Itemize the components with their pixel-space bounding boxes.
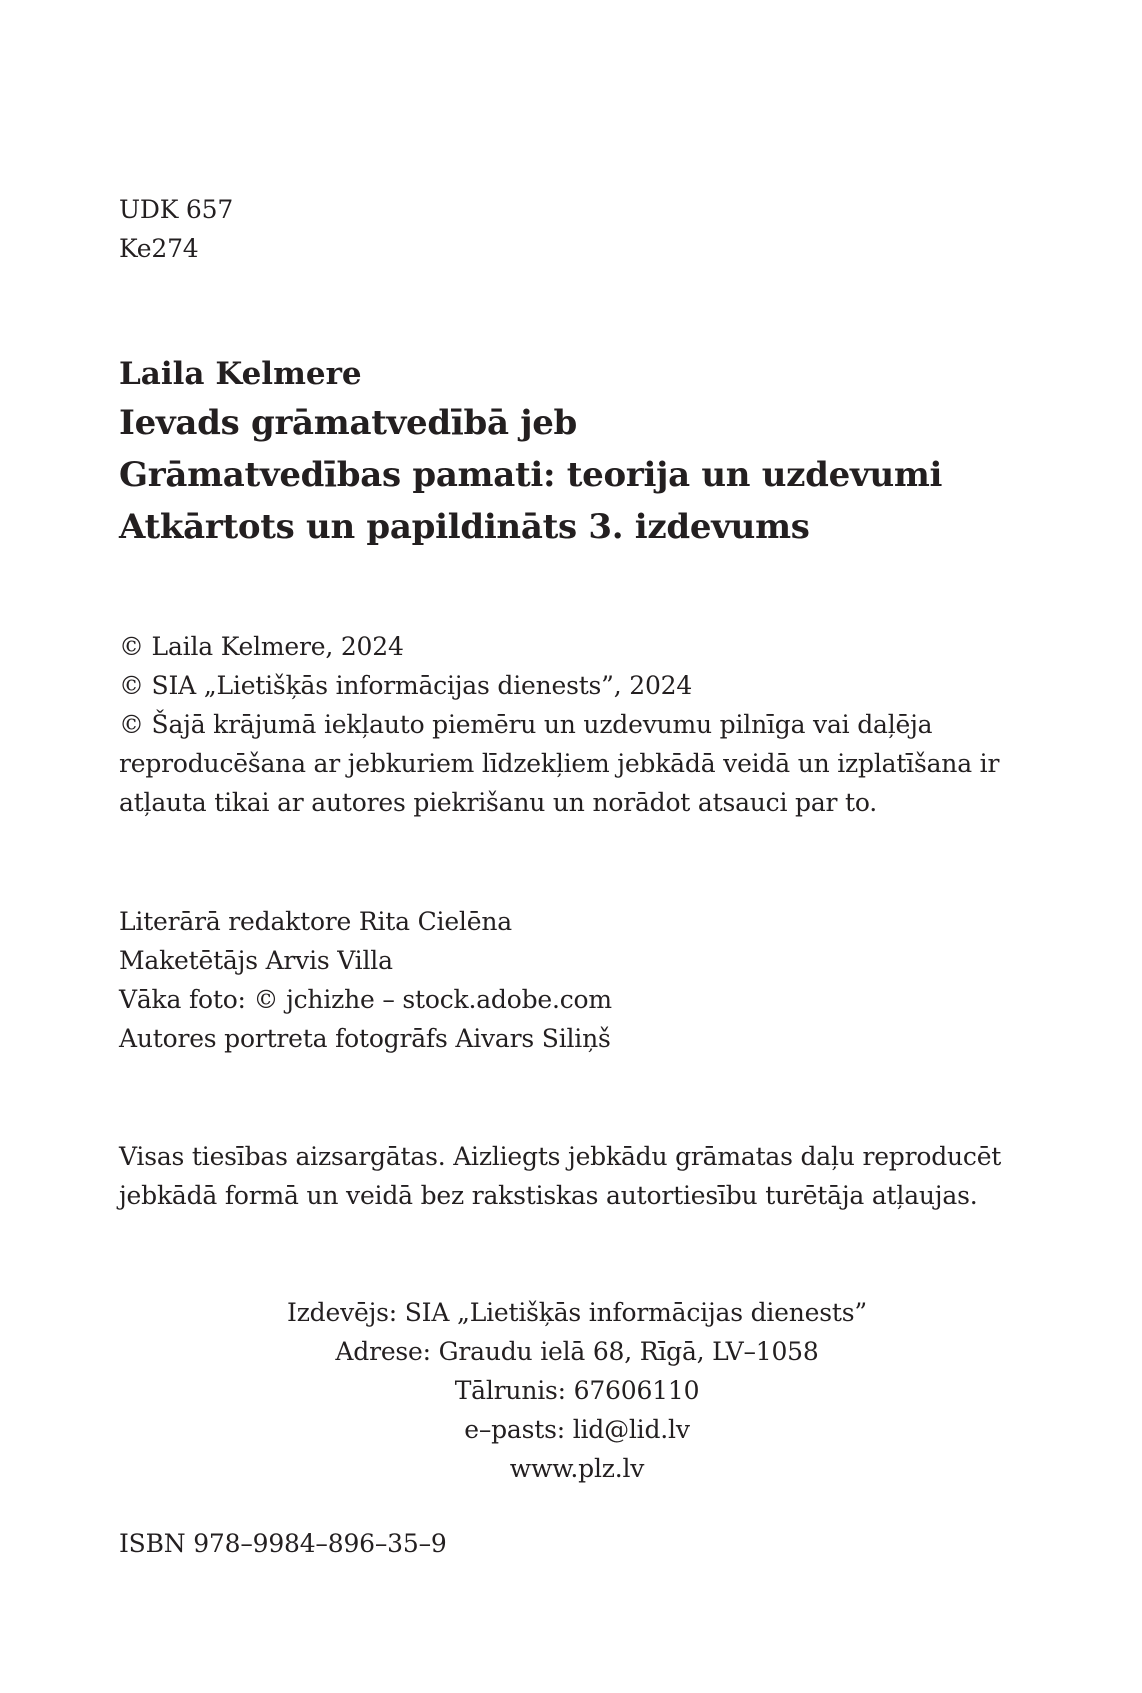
publisher-address: Adrese: Graudu ielā 68, Rīgā, LV–1058 (335, 1337, 819, 1366)
copyright-line: atļauta tikai ar autores piekrišanu un norādot atsauci par to. (119, 788, 878, 817)
publisher-name: Izdevējs: SIA „Lietišķās informācijas dienests” (287, 1298, 867, 1327)
copyright-line: © Šajā krājumā iekļauto piemēru un uzdevumu pilnīga vai daļēja (119, 710, 933, 739)
classification-block (119, 190, 1039, 268)
rights-notice (119, 1137, 1039, 1215)
publisher-phone: Tālrunis: 67606110 (454, 1376, 700, 1405)
copyright-line: © SIA „Lietišķās informācijas dienests”, 2024 (119, 671, 693, 700)
rights-line: Visas tiesības aizsargātas. Aizliegts jebkādu grāmatas daļu reproducēt (119, 1142, 1002, 1171)
copyright-line: © Laila Kelmere, 2024 (119, 632, 404, 661)
publisher-email: e–pasts: lid@lid.lv (464, 1415, 690, 1444)
author-name: Laila Kelmere (119, 356, 362, 392)
copyright-line: reproducēšana ar jebkuriem līdzekļiem jebkādā veidā un izplatīšana ir (119, 749, 1000, 778)
edition-line: Atkārtots un papildināts 3. izdevums (119, 507, 810, 547)
credit-portrait-photo: Autores portreta fotogrāfs Aivars Siliņš (119, 1024, 611, 1053)
copyright-block (119, 627, 1039, 822)
isbn (119, 1524, 1039, 1563)
credit-editor: Literārā redaktore Rita Cielēna (119, 907, 512, 936)
rights-line: jebkādā formā un veidā bez rakstiskas autortiesību turētāja atļaujas. (119, 1181, 978, 1210)
title-line: Grāmatvedības pamati: teorija un uzdevumi (119, 455, 943, 495)
udk-code: UDK 657 (119, 195, 234, 224)
publisher-website: www.plz.lv (509, 1454, 645, 1483)
credit-cover-photo: Vāka foto: © jchizhe – stock.adobe.com (119, 985, 612, 1014)
isbn-number: ISBN 978–9984–896–35–9 (119, 1529, 447, 1558)
credit-layout: Maketētājs Arvis Villa (119, 946, 393, 975)
title-line: Ievads grāmatvedībā jeb (119, 403, 578, 443)
publisher-block (0, 1293, 1142, 1488)
author-code: Ke274 (119, 234, 199, 263)
title-block (119, 352, 1039, 553)
credits-block (119, 902, 1039, 1058)
